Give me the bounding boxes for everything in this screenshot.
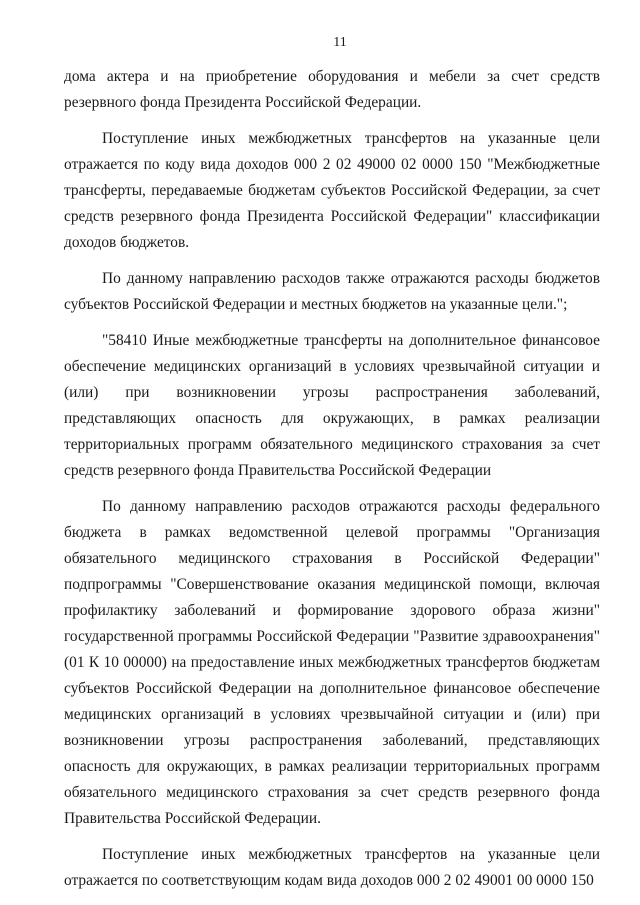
paragraph-revenue-code: Поступление иных межбюджетных трансфертов на указанные цели отражается по коду вида доходов 000 2 02 49000 02 0000 150 "Межбюджетные трансферты, передаваемые бюджетам субъектов Российской Федерации, за счет средств резервного фонда Президента Российской Федерации" классификации доходов бюджетов. (64, 130, 600, 251)
page-number: 11 (333, 35, 347, 50)
paragraph-regional-budgets: По данному направлению расходов также отражаются расходы бюджетов субъектов Российской Федерации и местных бюджетов на указанные цели."; (64, 270, 600, 313)
paragraph-continuation: дома актера и на приобретение оборудования и мебели за счет средств резервного фонда Президента Российской Федерации. (64, 68, 600, 111)
document-body (64, 64, 600, 904)
paragraph-federal-expenses: По данному направлению расходов отражаются расходы федерального бюджета в рамках ведомственной целевой программы "Организация обязательного медицинского страхования в Российской Федерации" подпрограммы "Совершенствование оказания медицинской помощи, включая профилактику заболеваний и формирование здорового образа жизни" государственной программы Российской Федерации "Развитие здравоохранения" (01 К 10 00000) на предоставление иных межбюджетных трансфертов бюджетам субъектов Российской Федерации на дополнительное финансовое обеспечение медицинских организаций в условиях чрезвычайной ситуации и (или) при возникновении угрозы распространения заболеваний, представляющих опасность для окружающих, в рамках реализации территориальных программ обязательного медицинского страхования за счет средств резервного фонда Правительства Российской Федерации. (64, 498, 600, 827)
paragraph-58410-heading: "58410 Иные межбюджетные трансферты на дополнительное финансовое обеспечение медицинских организаций в условиях чрезвычайной ситуации и (или) при возникновении угрозы распространения заболеваний, представляющих опасность для окружающих, в рамках реализации территориальных программ обязательного медицинского страхования за счет средств резервного фонда Правительства Российской Федерации (64, 332, 600, 479)
paragraph-revenue-code-2: Поступление иных межбюджетных трансфертов на указанные цели отражается по соответствующим кодам вида доходов 000 2 02 49001 00 0000 150 (64, 846, 600, 889)
